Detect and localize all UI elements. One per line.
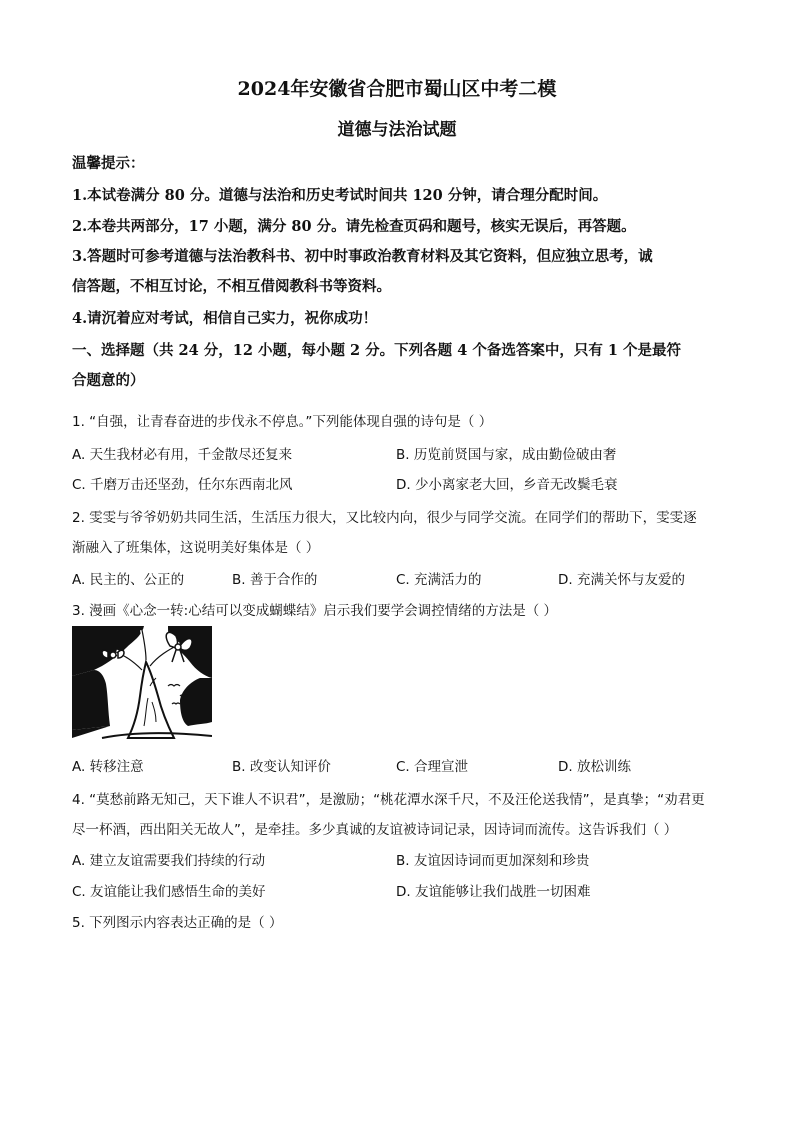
question-1-option-a: A. 天生我材必有用，千金散尽还复来 xyxy=(72,447,293,463)
notice-item-3-cont: 信答题，不相互讨论，不相互借阅教科书等资料。 xyxy=(72,278,391,295)
question-1-option-b: B. 历览前贤国与家，成由勤俭破由奢 xyxy=(396,447,617,463)
question-2-option-a: A. 民主的、公正的 xyxy=(72,572,185,588)
question-4-option-a: A. 建立友谊需要我们持续的行动 xyxy=(72,853,266,869)
question-3-option-d: D. 放松训练 xyxy=(558,759,631,775)
question-2-option-c: C. 充满活力的 xyxy=(396,572,482,588)
question-2-stem-cont: 渐融入了班集体，这说明美好集体是（ ） xyxy=(72,540,320,556)
question-3-option-b: B. 改变认知评价 xyxy=(232,759,331,775)
question-4-option-c: C. 友谊能让我们感悟生命的美好 xyxy=(72,884,266,900)
notice-item-2: 2.本卷共两部分，17 小题，满分 80 分。请先检查页码和题号，核实无误后，再答题。 xyxy=(72,218,636,235)
notice-item-3: 3.答题时可参考道德与法治教科书、初中时事政治教育材料及其它资料，但应独立思考，诚 xyxy=(72,248,653,265)
question-2-option-d: D. 充满关怀与友爱的 xyxy=(558,572,685,588)
notice-heading: 温馨提示： xyxy=(72,155,145,172)
question-1-option-d: D. 少小离家老大回，乡音无改鬓毛衰 xyxy=(396,477,618,493)
question-5-stem: 5. 下列图示内容表达正确的是（ ） xyxy=(72,915,283,931)
tree-bow-cartoon xyxy=(72,626,212,744)
question-1-stem: 1. “自强，让青春奋进的步伐永不停息。”下列能体现自强的诗句是（ ） xyxy=(72,414,493,430)
question-2-option-b: B. 善于合作的 xyxy=(232,572,318,588)
question-4-option-b: B. 友谊因诗词而更加深刻和珍贵 xyxy=(396,853,590,869)
question-1-option-c: C. 千磨万击还坚劲，任尔东西南北风 xyxy=(72,477,293,493)
question-4-option-d: D. 友谊能够让我们战胜一切困难 xyxy=(396,884,591,900)
notice-item-1: 1.本试卷满分 80 分。道德与法治和历史考试时间共 120 分钟，请合理分配时间。 xyxy=(72,187,608,204)
section-heading: 一、选择题（共 24 分，12 小题，每小题 2 分。下列各题 4 个备选答案中，只有 1 个是最符 xyxy=(72,342,682,359)
section-heading-cont: 合题意的） xyxy=(72,372,145,389)
exam-title: 2024年安徽省合肥市蜀山区中考二模 xyxy=(237,78,557,100)
question-2-stem: 2. 雯雯与爷爷奶奶共同生活，生活压力很大，又比较内向，很少与同学交流。在同学们的帮助下，雯雯逐 xyxy=(72,510,697,526)
question-3-stem: 3. 漫画《心念一转:心结可以变成蝴蝶结》启示我们要学会调控情绪的方法是（ ） xyxy=(72,603,558,619)
question-3-option-c: C. 合理宣泄 xyxy=(396,759,469,775)
question-4-stem: 4. “莫愁前路无知己，天下谁人不识君”，是激励；“桃花潭水深千尺，不及汪伦送我情”，是真挚；“劝君更 xyxy=(72,792,705,808)
question-4-stem-cont: 尽一杯酒，西出阳关无故人”，是牵挂。多少真诚的友谊被诗词记录，因诗词而流传。这告诉我们（ ） xyxy=(72,822,678,838)
exam-subtitle: 道德与法治试题 xyxy=(337,120,457,140)
notice-item-4: 4.请沉着应对考试，相信自己实力，祝你成功！ xyxy=(72,310,378,327)
question-3-option-a: A. 转移注意 xyxy=(72,759,144,775)
